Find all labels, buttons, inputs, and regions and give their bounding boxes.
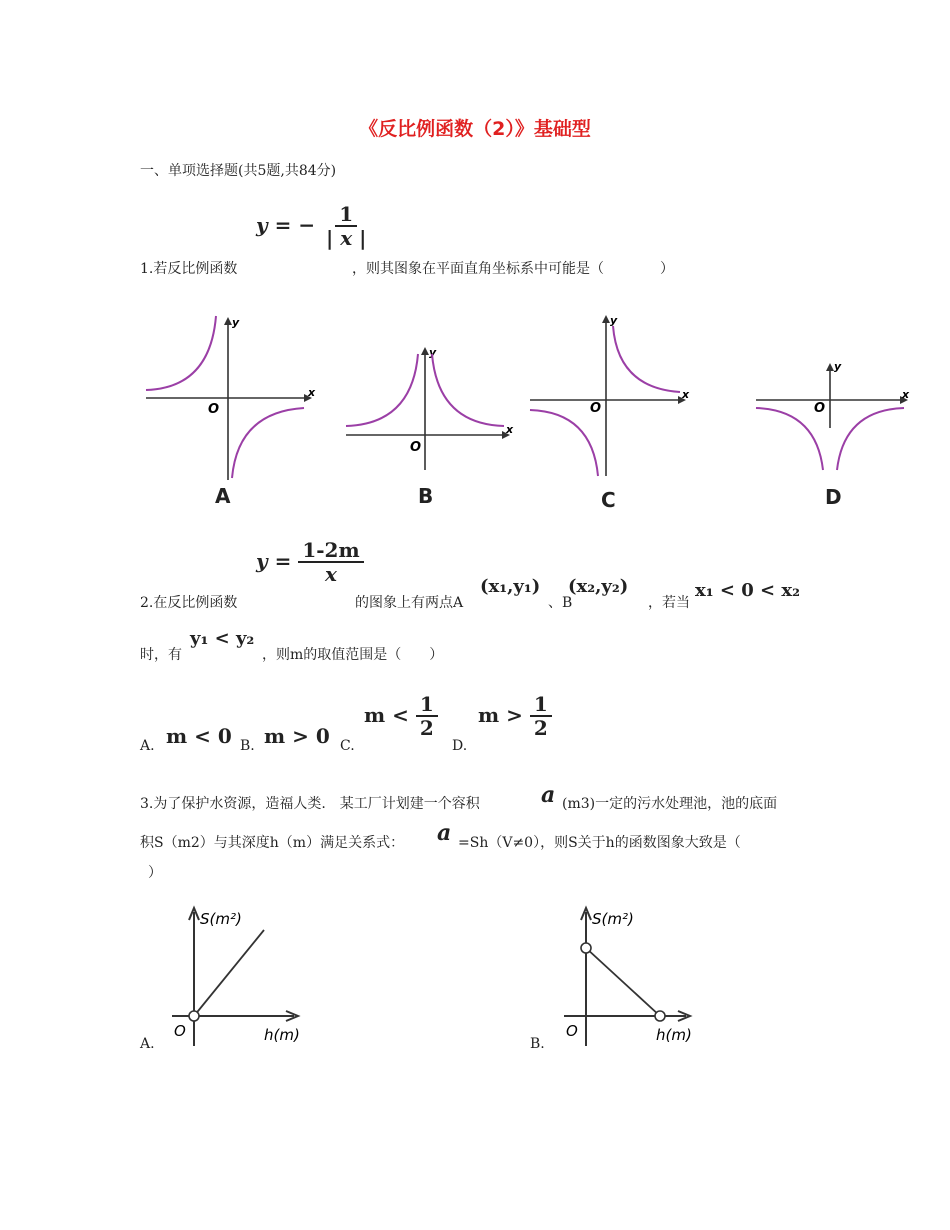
- q2-option-d-expr-text: m >: [478, 703, 523, 727]
- graph-b-curve-right: [432, 354, 504, 426]
- graph-d-y-arrow: [826, 363, 834, 371]
- graph-c-curve-left: [530, 410, 598, 476]
- q3-graph-b-x-label: h(m): [656, 1026, 692, 1044]
- graph-c-x-label: x: [682, 388, 690, 401]
- section-heading: 一、单项选择题(共5题,共84分): [140, 163, 337, 179]
- graph-c: [530, 314, 690, 476]
- q2-condition-2: y₁ < y₂: [190, 628, 255, 649]
- q1-formula-lhs: y: [256, 213, 268, 237]
- graph-d-label: D: [825, 485, 842, 509]
- q3-line2-prefix: 积S（m2）与其深度h（m）满足关系式：: [140, 835, 405, 851]
- q2-point-b: (x₂,y₂): [568, 576, 629, 597]
- q2-option-d-label: D.: [452, 738, 468, 754]
- q3-graph-a-line: [194, 930, 264, 1016]
- q2-option-c-expr-text: m <: [364, 703, 409, 727]
- q3-graph-b-y-label: S(m²): [592, 910, 634, 928]
- q2-sep: 、B: [548, 595, 573, 611]
- q2-formula: [256, 540, 364, 585]
- q1-formula: [256, 204, 370, 249]
- graph-a-y-label: y: [232, 316, 240, 329]
- graph-b-y-label: y: [429, 346, 437, 359]
- q3-line1-prefix: 3.为了保护水资源，造福人类. 某工厂计划建一个容积: [140, 796, 480, 812]
- q2-option-d-num: 1: [530, 694, 552, 717]
- q2-formula-num: 1-2m: [298, 540, 363, 563]
- graph-c-label: C: [601, 488, 616, 512]
- graph-c-y-label: y: [610, 314, 618, 327]
- graph-a-curve-left: [146, 316, 216, 390]
- q2-option-a-expr: m < 0: [166, 724, 232, 748]
- q2-formula-lhs: y: [256, 549, 268, 573]
- q2-option-d-expr: [478, 694, 552, 739]
- q2-formula-op: =: [274, 549, 292, 573]
- q3-graph-b-origin: O: [566, 1022, 578, 1040]
- q3-graph-a: [160, 900, 320, 1050]
- q3-var-a-2: a: [437, 820, 452, 846]
- graph-b-label: B: [418, 484, 434, 508]
- q2-option-c-fraction: [416, 694, 438, 739]
- q3-graph-a-label: A.: [140, 1036, 155, 1052]
- q1-graphs: [140, 308, 920, 508]
- graph-a-y-arrow: [224, 317, 232, 325]
- q3-graph-b-open-point-y: [581, 943, 591, 953]
- q1-formula-den: | x |: [326, 226, 367, 250]
- q3-graph-b-open-point-x: [655, 1011, 665, 1021]
- q3-graph-a-origin: O: [174, 1022, 186, 1040]
- graph-b-curve-left: [346, 354, 418, 426]
- q2-formula-den: x: [325, 562, 337, 586]
- q2-line2-prefix: 时，有: [140, 647, 182, 663]
- q3-graph-b-line: [586, 948, 660, 1016]
- q2-option-c-den: 2: [419, 716, 434, 740]
- q3-graph-a-y-label: S(m²): [200, 910, 242, 928]
- q3-graph-a-x-label: h(m): [264, 1026, 300, 1044]
- q1-prefix: 1.若反比例函数: [140, 261, 238, 277]
- graph-d-curve-right: [837, 408, 904, 470]
- graph-c-origin: O: [590, 401, 602, 416]
- q1-formula-fraction: [322, 204, 370, 249]
- q3-line3: ）: [148, 865, 162, 881]
- q2-comma: ，若当: [648, 595, 690, 611]
- q2-option-b-expr: m > 0: [264, 724, 330, 748]
- q2-option-a-label: A.: [140, 738, 155, 754]
- q2-option-b-label: B.: [240, 738, 255, 754]
- q2-condition: x₁ < 0 < x₂: [695, 580, 800, 601]
- graph-c-curve-right: [613, 326, 680, 392]
- q3-var-a: a: [541, 782, 556, 808]
- graph-a-label: A: [215, 484, 231, 508]
- q2-prefix: 2.在反比例函数: [140, 595, 238, 611]
- q3-graph-a-open-point: [189, 1011, 199, 1021]
- graph-b-origin: O: [410, 440, 422, 455]
- graph-d: [756, 360, 910, 470]
- q3-line2-suffix: =Sh（V≠0），则S关于h的函数图象大致是（: [458, 835, 741, 851]
- graph-a-curve-right: [232, 408, 304, 478]
- q2-option-d-fraction: [530, 694, 552, 739]
- graph-b-y-arrow: [421, 347, 429, 355]
- q2-formula-fraction: [298, 540, 363, 585]
- q1-formula-op: = −: [274, 213, 316, 237]
- q3-graph-b-label: B.: [530, 1036, 545, 1052]
- graph-d-curve-left: [756, 408, 823, 470]
- graph-a-origin: O: [208, 402, 220, 417]
- q3-line1-suffix: (m3)一定的污水处理池，池的底面: [562, 796, 778, 812]
- q2-option-c-label: C.: [340, 738, 355, 754]
- graph-c-y-arrow: [602, 315, 610, 323]
- graph-a: [146, 316, 316, 480]
- q2-option-d-den: 2: [533, 716, 548, 740]
- graph-d-origin: O: [814, 401, 826, 416]
- page-title: 《反比例函数（2）》基础型: [359, 118, 591, 140]
- q1-suffix: ，则其图象在平面直角坐标系中可能是（ ）: [352, 261, 674, 277]
- q3-graph-b: [552, 900, 712, 1050]
- graph-b: [346, 346, 514, 470]
- graph-a-x-label: x: [308, 386, 316, 399]
- graph-d-x-label: x: [902, 388, 910, 401]
- q2-line2-suffix: ，则m的取值范围是（ ）: [262, 647, 444, 663]
- q2-option-c-expr: [364, 694, 438, 739]
- graph-d-y-label: y: [834, 360, 842, 373]
- q2-point-a: (x₁,y₁): [480, 576, 541, 597]
- q2-mid: 的图象上有两点A: [355, 595, 464, 611]
- graph-b-x-label: x: [506, 423, 514, 436]
- q2-option-c-num: 1: [416, 694, 438, 717]
- q1-formula-num: 1: [335, 204, 357, 227]
